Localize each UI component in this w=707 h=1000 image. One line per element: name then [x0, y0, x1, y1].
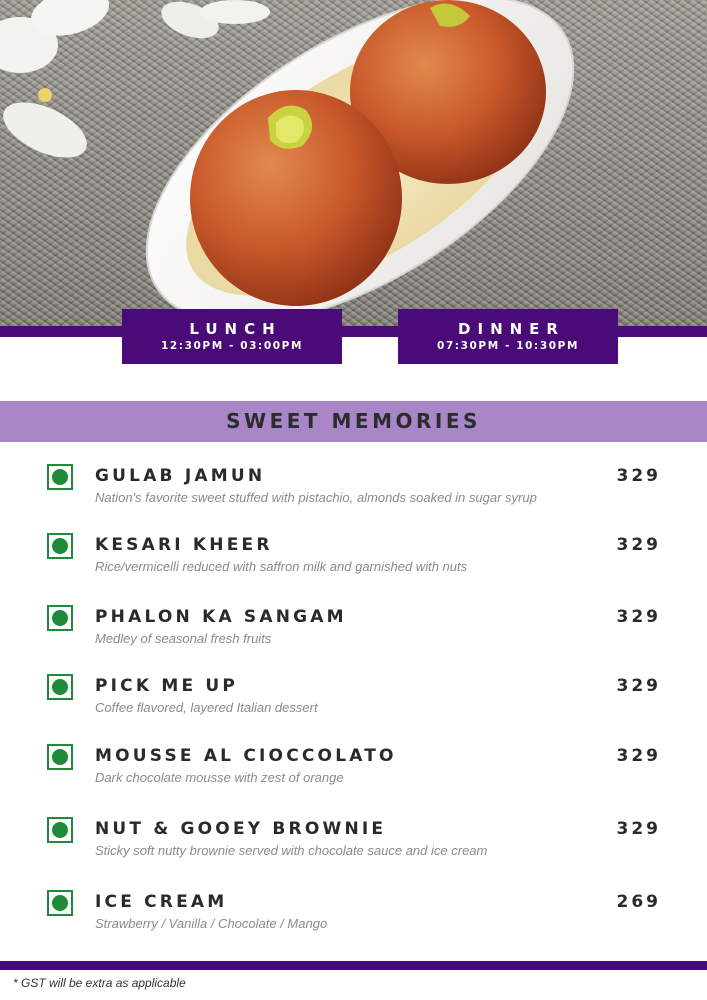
item-price: 329: [616, 466, 661, 486]
section-title: SWEET MEMORIES: [226, 409, 481, 433]
item-name: PICK ME UP: [95, 676, 239, 696]
item-description: Rice/vermicelli reduced with saffron milk and garnished with nuts: [95, 559, 468, 574]
menu-item: [0, 605, 707, 665]
gulab-jamun-illustration: [0, 0, 707, 330]
item-name: KESARI KHEER: [95, 535, 273, 555]
item-name: ICE CREAM: [95, 892, 228, 912]
menu-item: [0, 674, 707, 734]
menu-item: [0, 464, 707, 524]
item-name: PHALON KA SANGAM: [95, 607, 347, 627]
item-price: 329: [616, 535, 661, 555]
item-description: Sticky soft nutty brownie served with chocolate sauce and ice cream: [95, 843, 488, 858]
section-header: [0, 401, 707, 442]
veg-symbol-icon: [47, 674, 73, 700]
menu-item: [0, 533, 707, 593]
dinner-timing-box: [398, 309, 618, 364]
menu-item: [0, 817, 707, 877]
veg-symbol-icon: [47, 533, 73, 559]
veg-symbol-icon: [47, 744, 73, 770]
menu-item: [0, 890, 707, 950]
item-price: 329: [616, 607, 661, 627]
lunch-label: LUNCH: [189, 320, 282, 338]
item-description: Strawberry / Vanilla / Chocolate / Mango: [95, 916, 328, 931]
item-description: Dark chocolate mousse with zest of orange: [95, 770, 344, 785]
item-name: MOUSSE AL CIOCCOLATO: [95, 746, 397, 766]
lunch-timing-box: [122, 309, 342, 364]
item-price: 269: [616, 892, 661, 912]
item-price: 329: [616, 819, 661, 839]
item-description: Medley of seasonal fresh fruits: [95, 631, 272, 646]
item-name: NUT & GOOEY BROWNIE: [95, 819, 387, 839]
menu-item: [0, 744, 707, 804]
dinner-label: DINNER: [458, 320, 565, 338]
item-description: Coffee flavored, layered Italian dessert: [95, 700, 318, 715]
hero-dessert-photo: [0, 0, 707, 330]
item-description: Nation's favorite sweet stuffed with pistachio, almonds soaked in sugar syrup: [95, 490, 537, 505]
footer-divider-band: [0, 961, 707, 970]
veg-symbol-icon: [47, 605, 73, 631]
dinner-time: 07:30PM - 10:30PM: [436, 340, 579, 352]
item-price: 329: [616, 746, 661, 766]
gst-footnote: * GST will be extra as applicable: [13, 976, 186, 990]
lunch-time: 12:30PM - 03:00PM: [160, 340, 303, 352]
veg-symbol-icon: [47, 464, 73, 490]
veg-symbol-icon: [47, 890, 73, 916]
veg-symbol-icon: [47, 817, 73, 843]
item-name: GULAB JAMUN: [95, 466, 266, 486]
item-price: 329: [616, 676, 661, 696]
